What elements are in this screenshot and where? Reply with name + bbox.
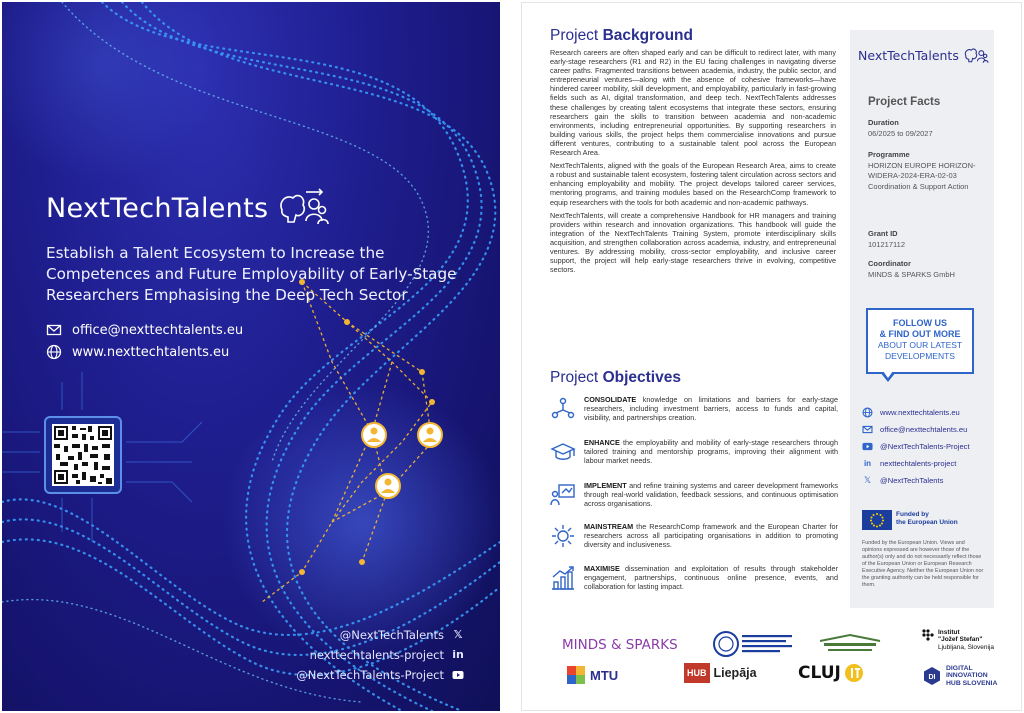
fact-value: HORIZON EUROPE HORIZON-WIDERA-2024-ERA-02-03 Coordination & Support Action xyxy=(868,160,976,191)
fact-programme xyxy=(868,150,983,192)
consolidate-icon xyxy=(550,396,576,422)
sidebar-link-label: @NextTechTalents xyxy=(880,476,944,485)
background-heading-bold: Background xyxy=(602,27,693,44)
fact-grant-id xyxy=(868,229,905,250)
objective-text xyxy=(584,438,838,465)
person-node-icon xyxy=(362,423,386,447)
objective-item xyxy=(550,395,838,422)
fact-label: Duration xyxy=(868,118,899,127)
dih-line: INNOVATION xyxy=(946,672,988,680)
implement-icon xyxy=(550,482,576,508)
fact-label: Coordinator xyxy=(868,259,911,268)
youtube-icon xyxy=(452,669,464,681)
brain-people-logo-icon xyxy=(276,188,330,228)
project-facts-title: Project Facts xyxy=(868,96,941,108)
objective-description: dissemination and exploitation of results through stakeholder engagement, partnerships, continuous online presence, events, and collaboration for lasting impact. xyxy=(584,564,838,592)
fact-label: Grant ID xyxy=(868,229,898,238)
follow-line: & FIND OUT MORE xyxy=(879,329,961,339)
objective-keyword: ENHANCE xyxy=(584,438,620,447)
mainstream-icon xyxy=(550,523,576,549)
follow-line: ABOUT OUR LATEST xyxy=(877,340,963,350)
linkedin-icon: in xyxy=(452,648,464,661)
qr-code[interactable] xyxy=(44,416,122,494)
hub-badge: HUB xyxy=(684,663,710,683)
fact-coordinator xyxy=(868,259,955,280)
dih-hexagon-icon xyxy=(922,666,942,686)
objectives-heading-light: Project xyxy=(550,369,599,386)
objective-item xyxy=(550,438,838,465)
maximise-icon xyxy=(550,565,576,591)
follow-us-callout xyxy=(866,308,974,374)
brain-people-logo-icon xyxy=(963,45,989,65)
brochure-cover xyxy=(2,2,500,711)
objectives-heading-bold: Objectives xyxy=(602,369,681,386)
fact-value: MINDS & SPARKS GmbH xyxy=(868,269,955,279)
youtube-icon xyxy=(862,441,873,452)
eu-flag-icon xyxy=(862,510,892,530)
partner-uas-logo xyxy=(818,633,882,655)
objective-description: knowledge on limitations and barriers for early-stage researchers, including investment barriers, access to funds and capital, visibility, and partnerships creation. xyxy=(584,395,838,423)
sidebar-link-label: @NextTechTalents-Project xyxy=(880,442,970,451)
objective-description: the employability and mobility of early-stage researchers through tailored training and mentorship programs, improving their alignment with labour market needs. xyxy=(584,438,838,466)
fact-duration xyxy=(868,118,933,139)
objective-item xyxy=(550,481,838,508)
cover-email[interactable] xyxy=(46,322,243,338)
qr-code-icon xyxy=(52,424,114,486)
fact-value: 101217112 xyxy=(868,239,905,249)
cover-social-linkedin[interactable] xyxy=(296,645,464,665)
objective-text xyxy=(584,481,838,508)
sidebar-link-linkedin[interactable] xyxy=(862,458,956,469)
x-icon: 𝕏 xyxy=(863,475,872,485)
partner-dih-slovenia-logo xyxy=(922,665,997,687)
svg-text:DI: DI xyxy=(928,674,936,682)
follow-line: DEVELOPMENTS xyxy=(885,350,955,361)
cover-social-x-label: @NextTechTalents xyxy=(339,628,444,642)
dots-logo-icon xyxy=(922,629,934,643)
enhance-icon xyxy=(550,439,576,465)
eu-funding-line: the European Union xyxy=(896,519,958,526)
objective-keyword: MAXIMISE xyxy=(584,564,620,573)
partner-name: MTU xyxy=(590,667,619,683)
cover-social-linkedin-label: nexttechtalents-project xyxy=(309,648,444,662)
eu-funding-label xyxy=(896,511,958,527)
objective-text xyxy=(584,564,838,591)
cover-social-youtube[interactable] xyxy=(296,665,464,685)
objective-keyword: MAINSTREAM xyxy=(584,522,634,531)
partner-name: MINDS & SPARKS xyxy=(562,637,678,653)
university-seal-icon xyxy=(712,629,798,659)
background-paragraph: NextTechTalents, will create a comprehensive Handbook for HR managers and training providers within research and innovation organizations. This handbook will guide the integration of the NextTechTalents Training System, promote interdisciplinary skills acquisition, and strengthen collaboration across academia, industry, and entrepreneurial ventures. By addressing mobility, cross-sector employability, and inclusive career support, the project will help early-stage researchers thrive in evolving, competitive sectors. xyxy=(550,210,836,275)
sidebar-link-youtube[interactable] xyxy=(862,441,970,452)
mtu-shield-icon xyxy=(566,665,586,685)
sidebar-brand xyxy=(858,45,989,65)
person-node-icon xyxy=(418,423,442,447)
objective-item xyxy=(550,522,838,549)
mail-icon xyxy=(862,424,873,435)
objective-keyword: CONSOLIDATE xyxy=(584,395,637,404)
sidebar-link-x[interactable] xyxy=(862,475,943,486)
background-heading xyxy=(550,27,693,45)
follow-line: FOLLOW US xyxy=(893,318,947,328)
cover-social-x[interactable] xyxy=(296,625,464,645)
sidebar-link-label: office@nexttechtalents.eu xyxy=(880,425,968,434)
globe-icon xyxy=(862,407,873,418)
dih-line: HUB SLOVENIA xyxy=(946,679,998,687)
background-body xyxy=(550,48,836,278)
partner-logos xyxy=(522,621,1021,709)
sidebar-brand-name: NextTechTalents xyxy=(858,47,959,63)
partner-name: CLUJ xyxy=(798,663,841,683)
cover-tagline: Establish a Talent Ecosystem to Increase the Competences and Future Employability of Early-Stage Researchers Emphasising the Deep Tech Sector xyxy=(46,244,457,304)
objectives-heading xyxy=(550,369,681,387)
background-paragraph: Research careers are often shaped early and can be difficult to redirect later, with many early-stage researchers (R1 and R2) in the EU facing challenges in navigating diverse career paths. Fragmented transitions between academia, industry, the public sector, and entrepreneurial ventures—along with the absence of cohesive frameworks—have hindered career mobility, skill development, and employability, particularly in fast-growing fields such as AI, digital transformation, and deep tech. NextTechTalents addresses these challenges by creating talent ecosystems that integrate these sectors, ensuring researchers gain the skills to transition between academia and non-academic environments, including entrepreneurial opportunities. By supporting researchers in building various skills, the project helps them commercialise innovations and pursue different ventures, contributing to a sustainable talent pool across the European Research Area. xyxy=(550,48,836,158)
cover-social-youtube-label: @NextTechTalents-Project xyxy=(296,668,444,682)
partner-liepaja-hub-logo xyxy=(684,663,757,683)
fact-label: Programme xyxy=(868,150,910,159)
dih-line: DIGITAL xyxy=(946,665,973,672)
brochure-info-page xyxy=(521,2,1022,711)
sidebar-link-website[interactable] xyxy=(862,407,960,418)
background-paragraph: NextTechTalents, aligned with the goals of the European Research Area, aims to create a robust and sustainable talent ecosystem, fostering talent circulation across sectors and enhancing employability and mobility. The project develops tailored career services, mentoring programs, and training modules based on the ResearchComp framework to equip researchers with the tools for both academic and non-academic pathways. xyxy=(550,161,836,207)
partner-ijs-logo xyxy=(922,629,994,651)
objective-keyword: IMPLEMENT xyxy=(584,481,627,490)
person-node-icon xyxy=(376,474,400,498)
objective-text xyxy=(584,522,838,549)
objective-description: and refine training systems and career development frameworks through real-world validation, feedback sessions, and continuous optimisation across organisations. xyxy=(584,481,838,509)
callout-tail-inner xyxy=(883,371,893,378)
cover-socials xyxy=(296,625,464,685)
partner-cluj-it-logo xyxy=(798,663,865,683)
globe-icon xyxy=(46,344,62,360)
eu-disclaimer: Funded by the European Union. Views and opinions expressed are however those of the author(s) only and do not necessarily reflect those of the European Union or European Research Executive Agency. Neither the European Union nor the granting authority can be held responsible for them. xyxy=(862,540,984,588)
uas-logo-icon xyxy=(818,633,882,655)
sidebar-link-label: nexttechtalents-project xyxy=(880,459,957,468)
ijs-line: "Jožef Stefan" xyxy=(938,636,983,644)
cover-website[interactable] xyxy=(46,344,229,360)
ijs-line: Ljubljana, Slovenija xyxy=(938,643,995,651)
sidebar-link-label: www.nexttechtalents.eu xyxy=(880,408,960,417)
sidebar-link-email[interactable] xyxy=(862,424,967,435)
fact-value: 06/2025 to 09/2027 xyxy=(868,128,933,138)
x-icon: 𝕏 xyxy=(453,628,463,641)
objective-text xyxy=(584,395,838,422)
background-heading-light: Project xyxy=(550,27,599,44)
objective-description: the ResearchComp framework and the European Charter for researchers across all participating organisations in addition to promoting diversity and inclusiveness. xyxy=(584,522,838,550)
cover-email-text: office@nexttechtalents.eu xyxy=(72,322,244,338)
ijs-line: Institut xyxy=(938,629,960,636)
linkedin-icon: in xyxy=(863,459,872,468)
partner-minds-sparks-logo xyxy=(562,637,678,653)
cover-website-text: www.nexttechtalents.eu xyxy=(72,344,230,360)
partner-university-seal-logo xyxy=(712,629,798,659)
cluj-it-badge-icon xyxy=(843,663,865,683)
objective-item xyxy=(550,564,838,591)
eu-funding-line: Funded by xyxy=(896,511,929,518)
project-facts-sidebar xyxy=(850,30,994,608)
partner-name: Liepāja xyxy=(713,666,757,680)
partner-mtu-logo xyxy=(566,665,618,685)
cover-brand xyxy=(46,188,330,228)
cover-brand-name: NextTechTalents xyxy=(46,192,269,224)
mail-icon xyxy=(46,322,62,338)
